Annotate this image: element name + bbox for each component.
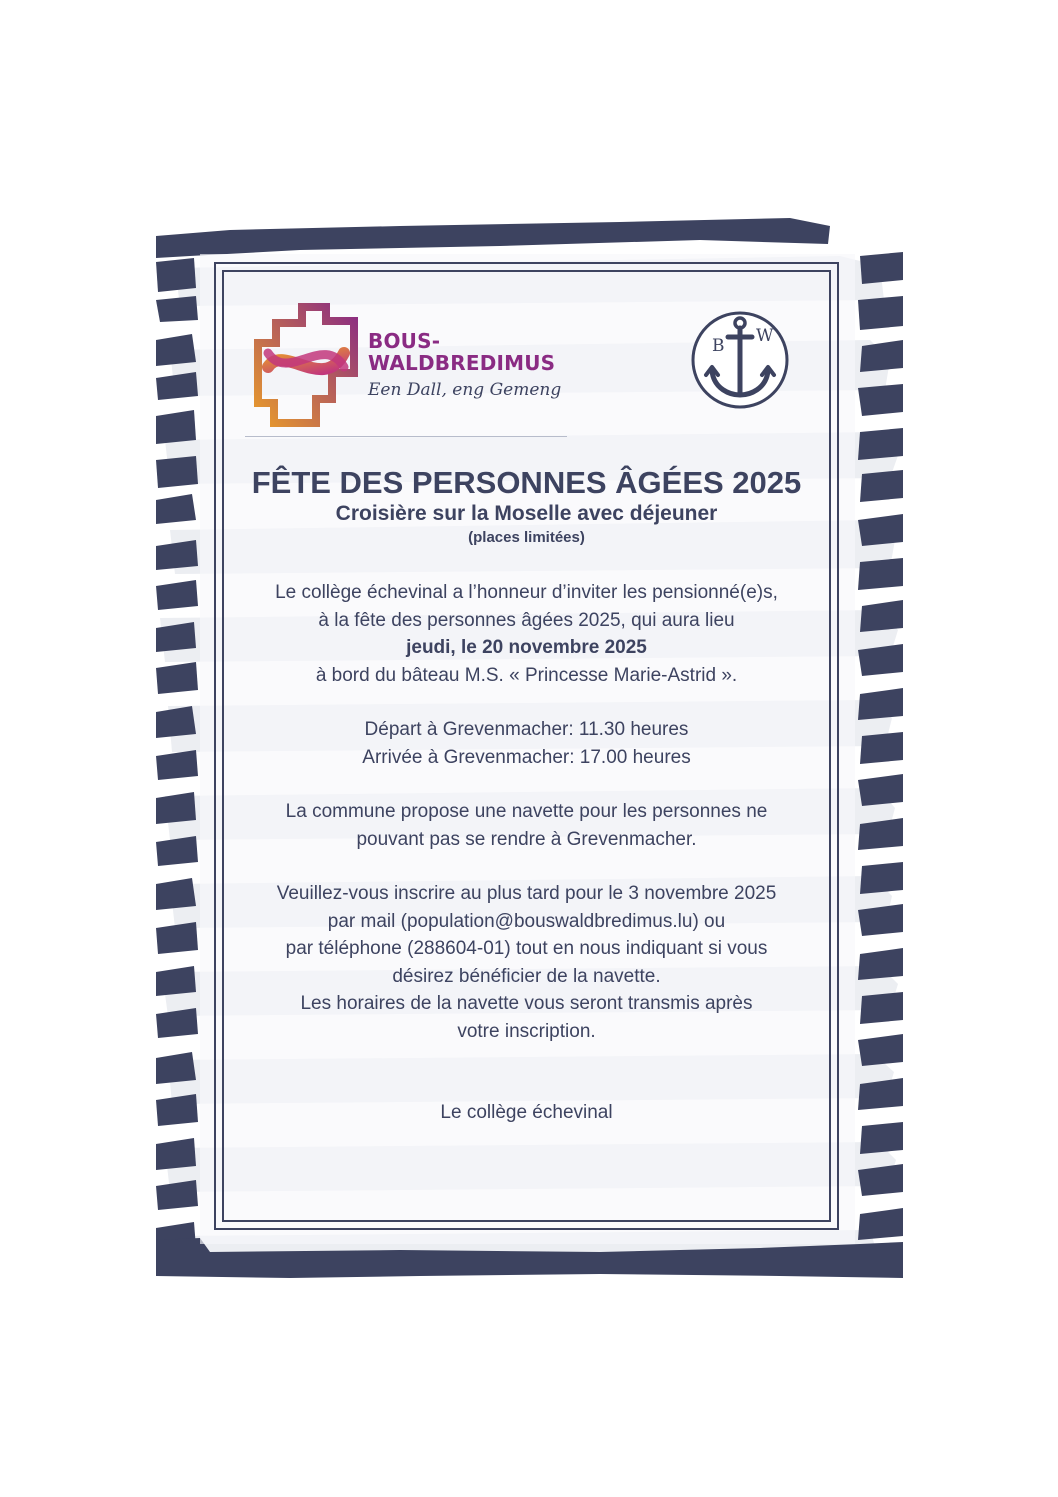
divider-line: [245, 436, 567, 437]
shuttle-line-1: La commune propose une navette pour les personnes ne: [285, 801, 768, 822]
badge-letter-right: W: [756, 326, 774, 346]
invitation-line-1: Le collège échevinal a l’honneur d’inviter les pensionné(e)s,: [275, 582, 778, 603]
event-title: FÊTE DES PERSONNES ÂGÉES 2025: [251, 465, 802, 500]
shuttle-line-2: pouvant pas se rendre à Grevenmacher.: [356, 828, 697, 850]
registration-line-4: désirez bénéficier de la navette.: [392, 965, 661, 987]
registration-line-2: par mail (population@bouswaldbredimus.lu) ou: [327, 910, 726, 932]
brand-tagline: Een Dall, eng Gemeng: [368, 380, 562, 400]
event-date: jeudi, le 20 novembre 2025: [406, 637, 647, 658]
badge-letter-left: B: [712, 336, 725, 356]
registration-line-3: par téléphone (288604-01) tout en nous indiquant si vous: [285, 938, 768, 959]
registration-line-5: Les horaires de la navette vous seront transmis après: [300, 993, 753, 1014]
invitation-line-2: à la fête des personnes âgées 2025, qui aura lieu: [318, 609, 735, 631]
brand-name-line2: WALDBREDIMUS: [368, 351, 556, 375]
limited-places-note: (places limitées): [468, 529, 585, 546]
invitation-line-4: à bord du bâteau M.S. « Princesse Marie-Astrid ».: [315, 664, 738, 686]
invitation-content: [222, 465, 831, 1127]
brand-block: [368, 330, 561, 400]
registration-line-1: Veuillez-vous inscrire au plus tard pour le 3 novembre 2025: [276, 883, 777, 904]
bous-waldbredimus-logo: [254, 303, 358, 427]
signature: Le collège échevinal: [440, 1102, 613, 1123]
registration-line-6: votre inscription.: [457, 1020, 596, 1042]
arrival-time: Arrivée à Grevenmacher: 17.00 heures: [362, 746, 691, 768]
event-subtitle: Croisière sur la Moselle avec déjeuner: [335, 502, 718, 525]
anchor-badge: [690, 309, 790, 411]
brand-name-line1: BOUS-: [368, 329, 441, 353]
departure-time: Départ à Grevenmacher: 11.30 heures: [364, 719, 689, 740]
